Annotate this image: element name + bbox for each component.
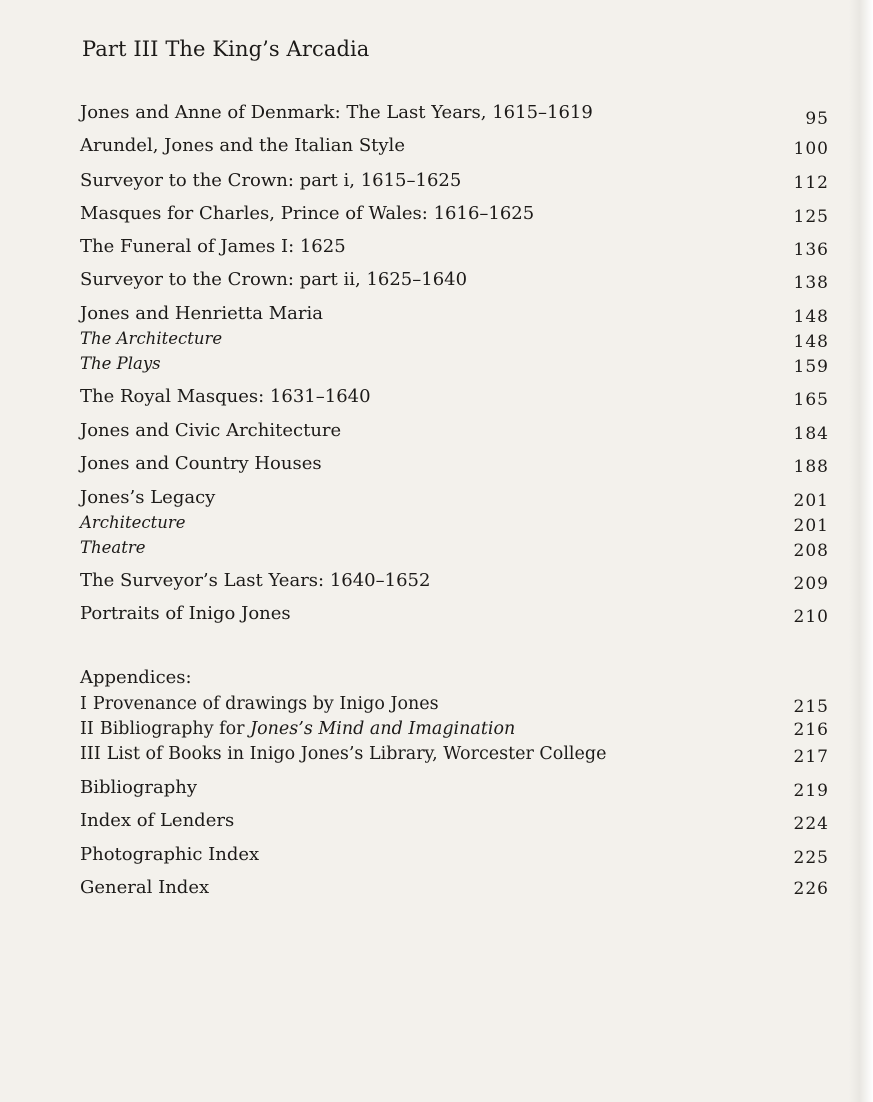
back-matter-page: 225 bbox=[793, 848, 829, 868]
appendix-numeral: III bbox=[80, 744, 101, 764]
toc-entry bbox=[0, 234, 873, 260]
back-matter-entry bbox=[0, 875, 873, 901]
appendix-label bbox=[80, 716, 515, 742]
toc-entry-label: Surveyor to the Crown: part ii, 1625–1640 bbox=[80, 269, 468, 290]
toc-entry-label: Surveyor to the Crown: part i, 1615–1625 bbox=[80, 170, 462, 191]
back-matter-entry bbox=[0, 842, 873, 868]
toc-subentry bbox=[0, 351, 873, 377]
back-matter-page: 219 bbox=[793, 781, 829, 801]
toc-entry-page: 95 bbox=[805, 109, 829, 129]
toc-subentry bbox=[0, 535, 873, 561]
toc-entry-page: 188 bbox=[793, 457, 829, 477]
toc-entry-page: 112 bbox=[793, 173, 829, 193]
part-title: Part III The King’s Arcadia bbox=[82, 37, 370, 61]
toc-entry-label: Jones and Anne of Denmark: The Last Years, 1615–1619 bbox=[80, 102, 593, 123]
toc-entry-page: 148 bbox=[793, 332, 829, 352]
toc-entry-page: 159 bbox=[793, 357, 829, 377]
back-matter-label: Bibliography bbox=[80, 777, 197, 798]
appendix-page: 215 bbox=[793, 697, 829, 717]
toc-entry-page: 201 bbox=[793, 491, 829, 511]
appendices-heading-row bbox=[0, 665, 873, 691]
toc-entry bbox=[0, 451, 873, 477]
appendix-entry bbox=[0, 716, 873, 742]
toc-entry-label: Masques for Charles, Prince of Wales: 1616–1625 bbox=[80, 203, 535, 224]
back-matter-label: Photographic Index bbox=[80, 844, 260, 865]
appendix-label bbox=[80, 741, 606, 767]
back-matter-page: 224 bbox=[793, 814, 829, 834]
toc-entry-page: 138 bbox=[793, 273, 829, 293]
toc-entry-label: The Funeral of James I: 1625 bbox=[80, 236, 346, 257]
toc-entry-page: 209 bbox=[793, 574, 829, 594]
toc-subentry-label: Architecture bbox=[80, 513, 186, 532]
toc-entry bbox=[0, 485, 873, 511]
toc-subentry bbox=[0, 510, 873, 536]
back-matter-entry bbox=[0, 808, 873, 834]
toc-entry bbox=[0, 267, 873, 293]
toc-entry-label: The Royal Masques: 1631–1640 bbox=[80, 386, 371, 407]
appendices-heading: Appendices: bbox=[80, 667, 192, 688]
toc-subentry-label: The Plays bbox=[80, 354, 161, 373]
appendix-label bbox=[80, 691, 439, 717]
toc-subentry-label: Theatre bbox=[80, 538, 146, 557]
toc-entry-page: 208 bbox=[793, 541, 829, 561]
toc-entry bbox=[0, 601, 873, 627]
toc-entry bbox=[0, 201, 873, 227]
toc-entry-label: Portraits of Inigo Jones bbox=[80, 603, 291, 624]
toc-entry-page: 210 bbox=[793, 607, 829, 627]
appendix-title: Provenance of drawings by Inigo Jones bbox=[92, 694, 439, 714]
toc-entry-page: 100 bbox=[793, 139, 829, 159]
back-matter-page: 226 bbox=[793, 879, 829, 899]
toc-entry-label: Jones and Country Houses bbox=[80, 453, 322, 474]
toc-entry bbox=[0, 568, 873, 594]
appendix-title-italic: Jones’s Mind and Imagination bbox=[250, 719, 516, 739]
appendix-numeral: II bbox=[80, 719, 94, 739]
toc-entry-page: 125 bbox=[793, 207, 829, 227]
back-matter-entry bbox=[0, 775, 873, 801]
toc-entry-page: 165 bbox=[793, 390, 829, 410]
toc-entry-label: Jones’s Legacy bbox=[80, 487, 216, 508]
back-matter-label: Index of Lenders bbox=[80, 810, 235, 831]
toc-entry-label: Jones and Civic Architecture bbox=[80, 420, 342, 441]
appendix-title: List of Books in Inigo Jones’s Library, Worcester College bbox=[106, 744, 607, 764]
toc-entry bbox=[0, 418, 873, 444]
toc-entry-label: Jones and Henrietta Maria bbox=[80, 303, 323, 324]
appendix-numeral: I bbox=[80, 694, 87, 714]
toc-entry-label: Arundel, Jones and the Italian Style bbox=[80, 135, 405, 156]
appendix-page: 216 bbox=[793, 720, 829, 740]
toc-entry bbox=[0, 301, 873, 327]
appendix-entry bbox=[0, 741, 873, 767]
appendix-entry bbox=[0, 691, 873, 717]
toc-entry bbox=[0, 133, 873, 159]
toc-entry-label: The Surveyor’s Last Years: 1640–1652 bbox=[80, 570, 431, 591]
toc-subentry bbox=[0, 326, 873, 352]
appendix-title: Bibliography for bbox=[99, 719, 251, 739]
toc-entry-page: 184 bbox=[793, 424, 829, 444]
toc-entry bbox=[0, 168, 873, 194]
appendix-page: 217 bbox=[793, 747, 829, 767]
toc-entry-page: 136 bbox=[793, 240, 829, 260]
toc-entry bbox=[0, 100, 873, 129]
toc-entry bbox=[0, 384, 873, 410]
toc-entry-page: 148 bbox=[793, 307, 829, 327]
toc-subentry-label: The Architecture bbox=[80, 329, 223, 348]
toc-entry-page: 201 bbox=[793, 516, 829, 536]
back-matter-label: General Index bbox=[80, 877, 210, 898]
